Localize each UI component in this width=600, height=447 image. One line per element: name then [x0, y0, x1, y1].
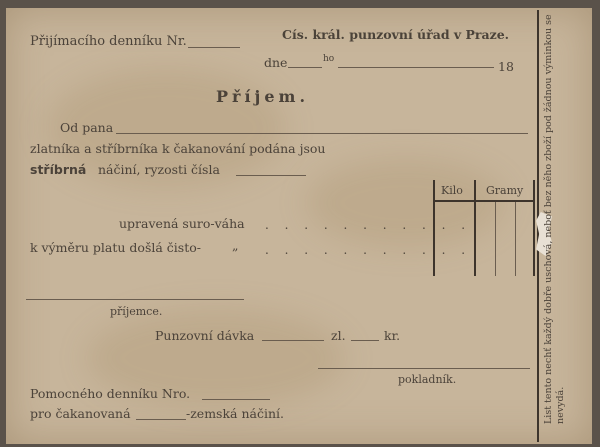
cashier-signature-line	[318, 368, 530, 369]
date-year: 18	[498, 59, 514, 74]
net-quote: „	[232, 238, 239, 253]
receiver-label: příjemce.	[110, 305, 163, 318]
date-month-line	[338, 67, 494, 68]
side-note: List tento nechť každý dobře uschová, neboť bez něho zboží pod žádnou výminkou se nevydá.	[543, 14, 566, 424]
gramy-subline	[515, 202, 516, 276]
adjusted-dots: . . . . . . . . . . .	[265, 218, 472, 232]
goldsmith-line: zlatníka a stříbrníka k čakanování podána jsou	[30, 141, 326, 156]
date-prefix: dne	[264, 55, 288, 70]
cashier-label: pokladník.	[398, 373, 457, 386]
table-header-rule	[433, 200, 533, 202]
aux-journal-label: Pomocného denníku Nro.	[30, 386, 191, 401]
net-dots: . . . . . . . . . . .	[265, 243, 472, 257]
table-divider	[474, 180, 476, 276]
material-rest: náčiní, ryzosti čísla	[98, 162, 220, 177]
aux-suffix: -zemská náčiní.	[186, 406, 284, 421]
date-day-line	[288, 67, 322, 68]
from-name-line	[116, 133, 528, 134]
fee-label: Punzovní dávka	[155, 328, 255, 343]
fee-zl-line	[262, 340, 324, 341]
adjusted-weight-label: upravená suro-váha	[119, 216, 245, 231]
date-ordinal: ho	[323, 54, 335, 64]
receiver-signature-line	[26, 299, 244, 300]
from-label: Od pana	[60, 120, 114, 135]
gramy-subline	[495, 202, 496, 276]
office-name: Cís. král. punzovní úřad v Praze.	[282, 27, 510, 42]
aux-for-label: pro čakanovaná	[30, 406, 131, 421]
table-right-border	[533, 180, 535, 276]
fineness-line	[236, 175, 306, 176]
fee-kr: kr.	[384, 328, 401, 343]
material-bold: stříbrná	[30, 162, 87, 177]
col-gramy: Gramy	[486, 184, 524, 197]
fee-kr-line	[351, 340, 379, 341]
journal-number-line	[188, 47, 240, 48]
col-kilo: Kilo	[441, 184, 463, 197]
form-title: Příjem.	[216, 87, 310, 106]
net-weight-label: k výměru platu došlá čisto-	[30, 240, 201, 255]
aux-journal-line	[202, 399, 270, 400]
fee-zl: zl.	[331, 328, 346, 343]
aux-type-line	[136, 419, 186, 420]
journal-label: Přijímacího denníku Nr.	[30, 34, 187, 49]
